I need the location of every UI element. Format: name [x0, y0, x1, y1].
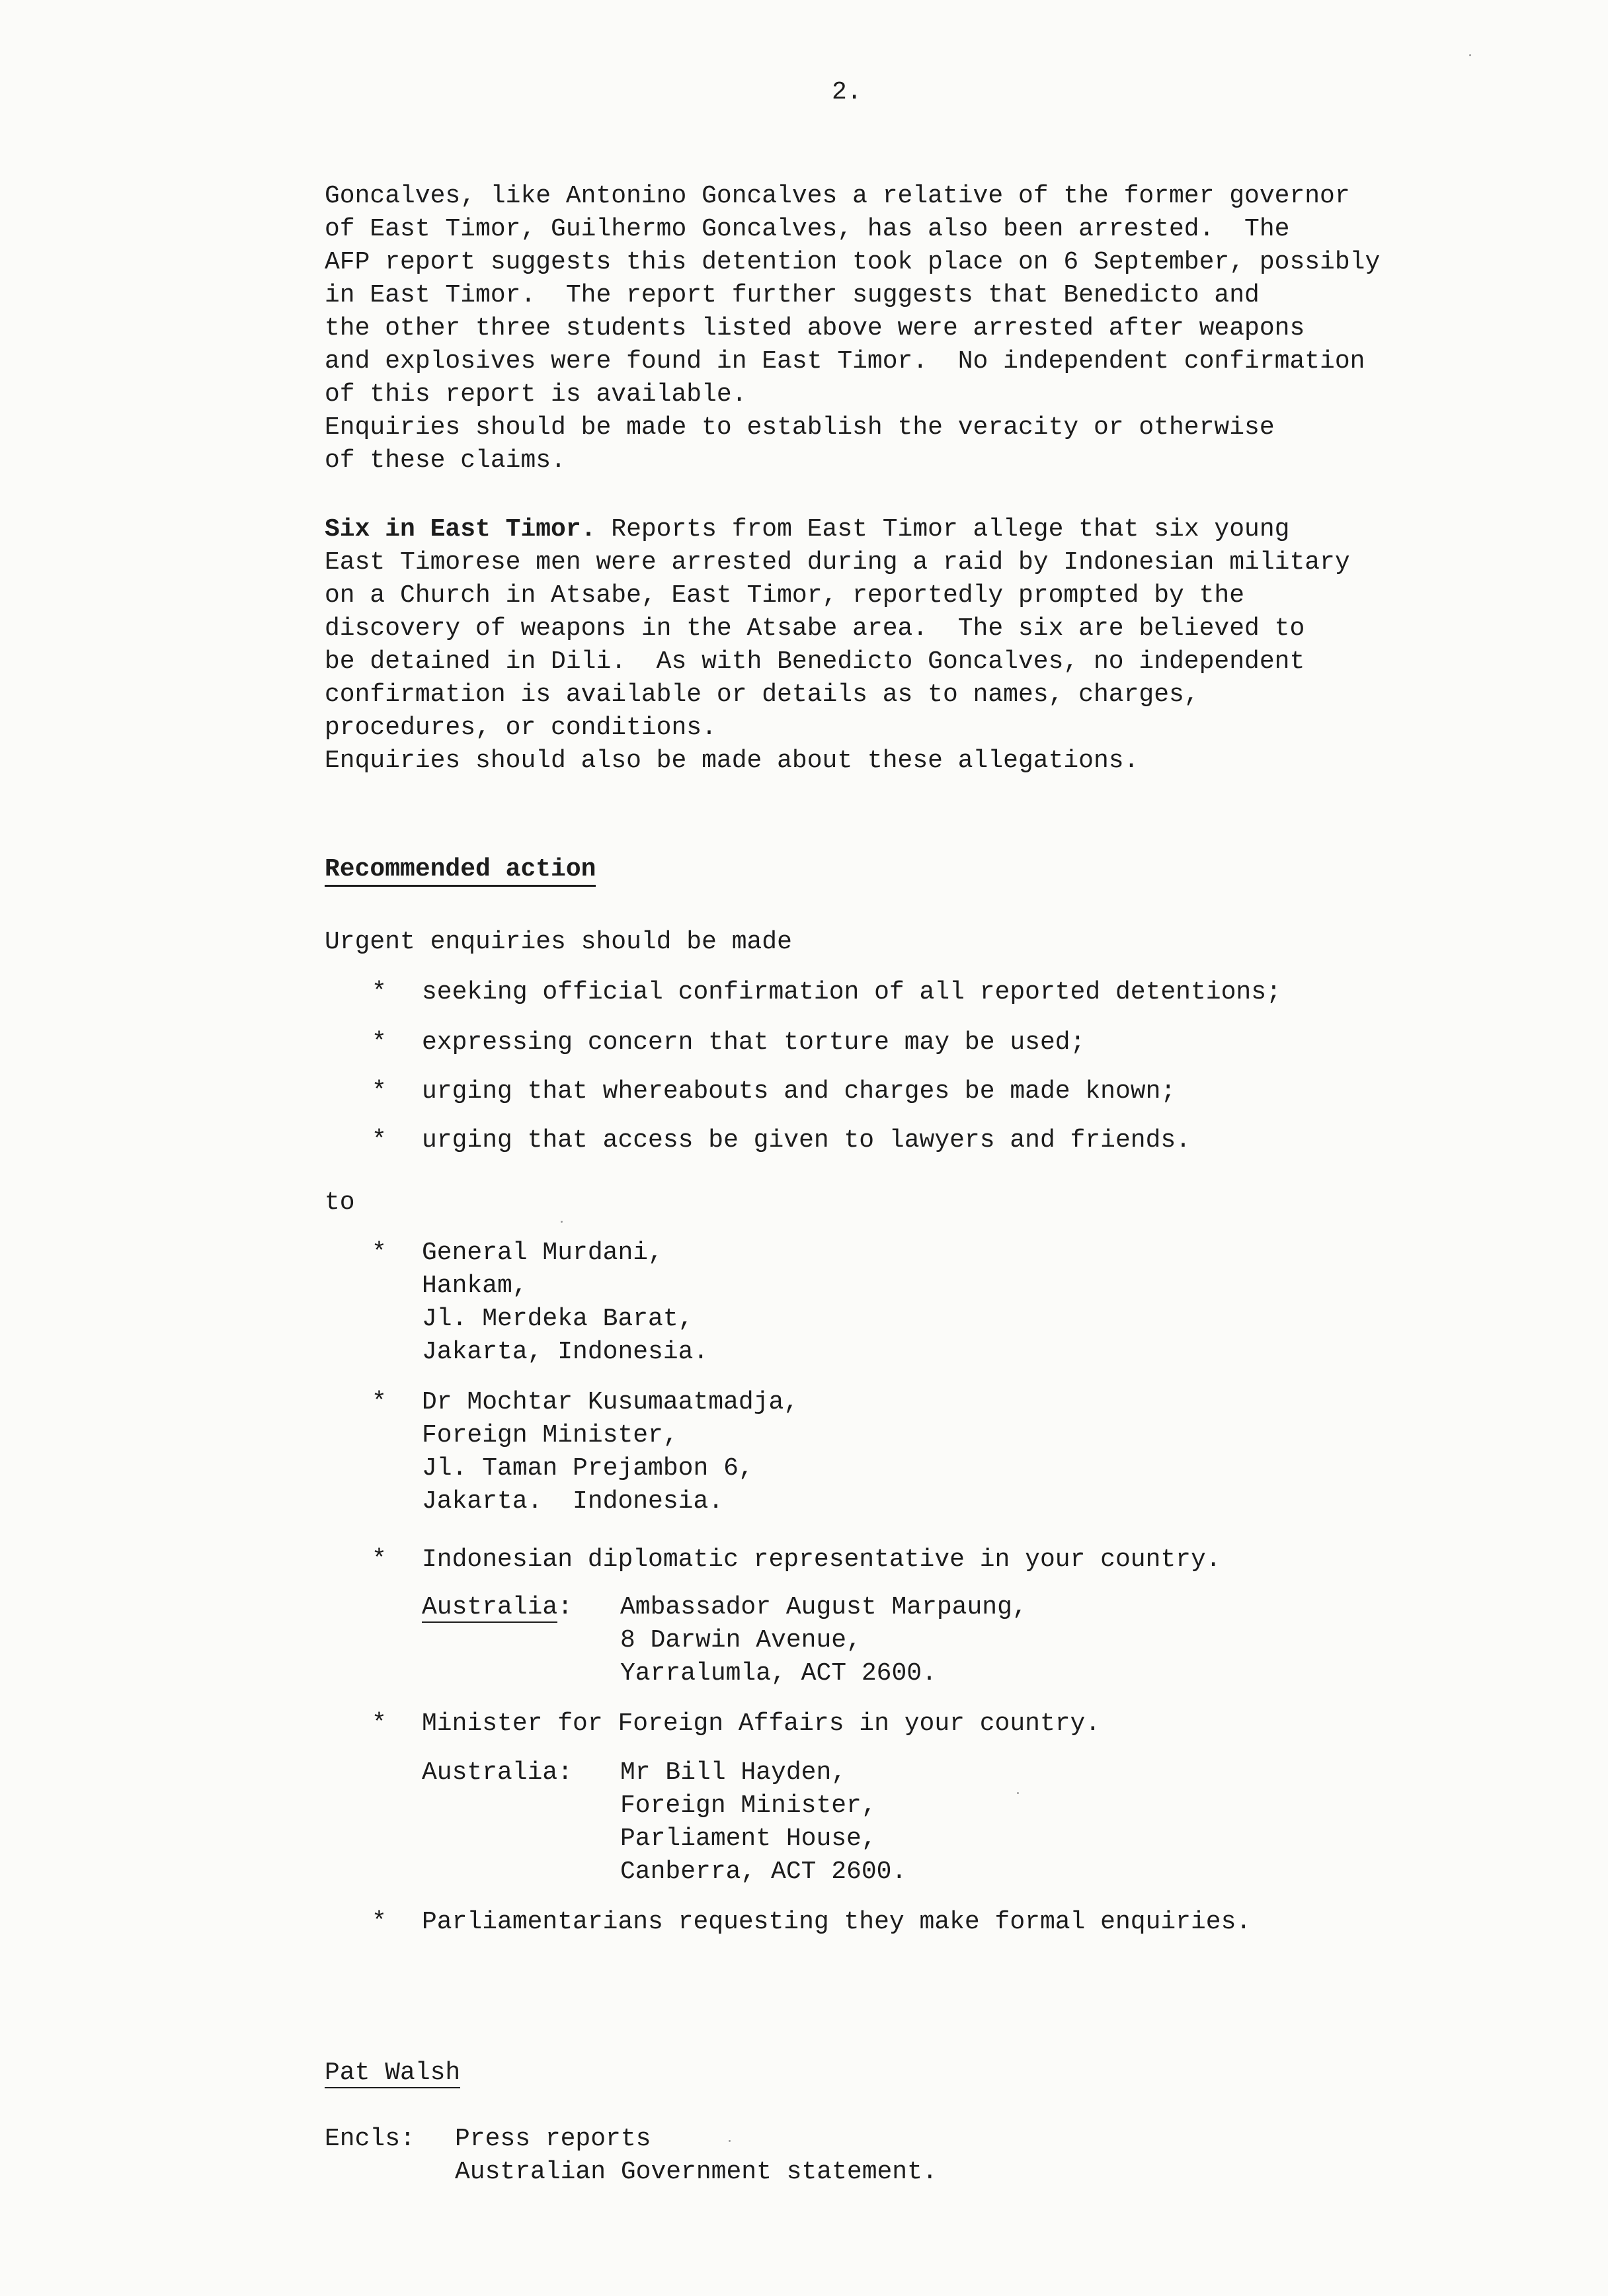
intro-text: Urgent enquiries should be made — [325, 928, 792, 956]
paragraph-line: confirmation is available or details as to names, charges, — [325, 680, 1199, 709]
page-number: 2. — [832, 78, 862, 106]
recipient-line: Parliamentarians requesting they make formal enquiries. — [422, 1908, 1252, 1936]
address-line: Mr Bill Hayden, — [620, 1758, 847, 1787]
paragraph-line: procedures, or conditions. — [325, 714, 717, 742]
bullet-marker: * — [372, 1908, 387, 1936]
action-item: seeking official confirmation of all reported detentions; — [422, 978, 1281, 1006]
address-line: 8 Darwin Avenue, — [620, 1626, 862, 1655]
paragraph-line: AFP report suggests this detention took place on 6 September, possibly — [325, 248, 1381, 276]
country-colon: : — [557, 1593, 573, 1621]
address-line: Jakarta. Indonesia. — [422, 1487, 724, 1516]
paragraph-line: in East Timor. The report further suggests that Benedicto and — [325, 281, 1260, 309]
paragraph-line: Goncalves, like Antonino Goncalves a relative of the former governor — [325, 182, 1350, 210]
paragraph-line: Enquiries should also be made about these allegations. — [325, 747, 1139, 775]
address-line: Dr Mochtar Kusumaatmadja, — [422, 1388, 799, 1416]
recipient-line: Indonesian diplomatic representative in your country. — [422, 1545, 1221, 1574]
bullet-marker: * — [372, 1709, 387, 1738]
paragraph-line: of these claims. — [325, 446, 566, 475]
bullet-marker: * — [372, 1077, 387, 1106]
signature — [325, 2057, 460, 2090]
address-line: Yarralumla, ACT 2600. — [620, 1659, 937, 1688]
address-line: Canberra, ACT 2600. — [620, 1858, 907, 1886]
paragraph-line: the other three students listed above were arrested after weapons — [325, 314, 1305, 343]
country-name: Australia — [422, 1593, 558, 1621]
section-lead: Six in East Timor. — [325, 515, 596, 544]
paragraph-line: Enquiries should be made to establish the veracity or otherwise — [325, 413, 1275, 442]
country-label — [422, 1591, 573, 1624]
address-line: Jl. Merdeka Barat, — [422, 1305, 694, 1333]
paragraph-line: of this report is available. — [325, 380, 747, 409]
paragraph-line: be detained in Dili. As with Benedicto Goncalves, no independent — [325, 647, 1305, 676]
country-label: Australia: — [422, 1758, 573, 1787]
scan-speck — [1469, 54, 1471, 56]
action-item: expressing concern that torture may be used; — [422, 1028, 1086, 1057]
recipient-line: Minister for Foreign Affairs in your country. — [422, 1709, 1101, 1738]
bullet-marker: * — [372, 978, 387, 1006]
action-item: urging that whereabouts and charges be made known; — [422, 1077, 1176, 1106]
paragraph-line: East Timorese men were arrested during a raid by Indonesian military — [325, 548, 1350, 577]
action-item: urging that access be given to lawyers and friends. — [422, 1126, 1191, 1155]
address-line: Parliament House, — [620, 1824, 877, 1853]
paragraph-line: of East Timor, Guilhermo Goncalves, has also been arrested. The — [325, 215, 1290, 243]
bullet-marker: * — [372, 1388, 387, 1416]
bullet-marker: * — [372, 1028, 387, 1057]
to-label: to — [325, 1188, 355, 1217]
address-line: Foreign Minister, — [620, 1791, 877, 1820]
bullet-marker: * — [372, 1545, 387, 1574]
address-line: Jl. Taman Prejambon 6, — [422, 1454, 754, 1483]
address-line: Jakarta, Indonesia. — [422, 1338, 709, 1366]
scan-speck — [561, 1221, 563, 1223]
lead-line-text: Reports from East Timor allege that six young — [596, 515, 1290, 544]
bullet-marker: * — [372, 1126, 387, 1155]
enclosure-item: Press reports — [455, 2125, 651, 2153]
scan-speck — [1017, 1792, 1019, 1794]
enclosures-label: Encls: — [325, 2125, 415, 2153]
signature-name: Pat Walsh — [325, 2059, 461, 2087]
address-line: Hankam, — [422, 1272, 528, 1300]
address-line: General Murdani, — [422, 1239, 663, 1267]
paragraph-line: discovery of weapons in the Atsabe area. The six are believed to — [325, 614, 1305, 643]
address-line: Ambassador August Marpaung, — [620, 1593, 1027, 1621]
enclosure-item: Australian Government statement. — [455, 2158, 938, 2186]
scan-speck — [729, 2140, 731, 2142]
bullet-marker: * — [372, 1239, 387, 1267]
paragraph-line: and explosives were found in East Timor. No independent confirmation — [325, 347, 1365, 376]
paragraph-line — [325, 513, 1289, 546]
paragraph-line: on a Church in Atsabe, East Timor, reportedly prompted by the — [325, 581, 1245, 610]
section-heading: Recommended action — [325, 854, 596, 887]
address-line: Foreign Minister, — [422, 1421, 678, 1450]
